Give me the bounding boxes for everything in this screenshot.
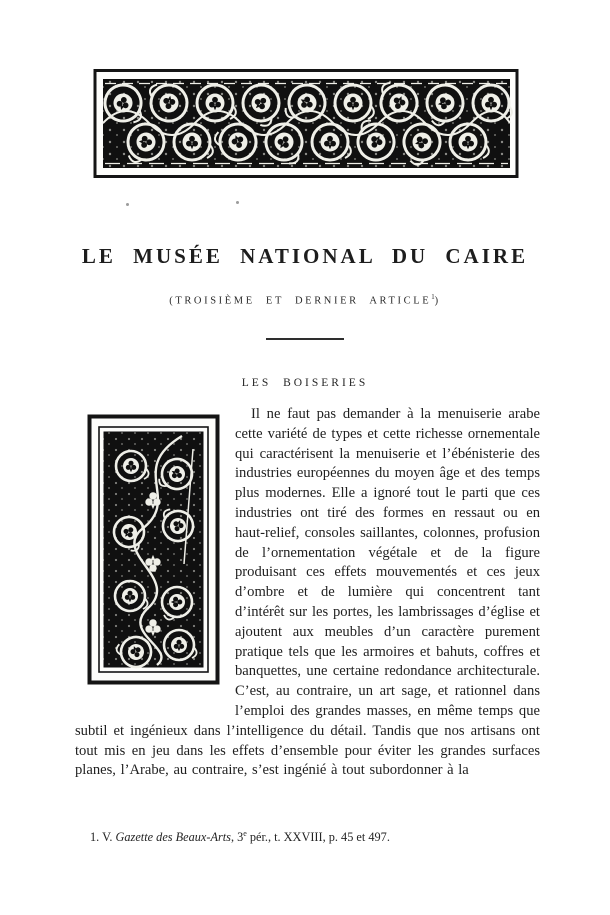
woodcarving-panel-engraving: [87, 414, 220, 685]
footnote-prefix: 1. V.: [90, 830, 116, 845]
arabesque-panel-image: [87, 414, 220, 685]
scan-speck: [236, 201, 239, 204]
subtitle-close-paren: ): [434, 295, 441, 307]
header-ornament-band-engraving: [93, 67, 520, 180]
arabesque-band-image: [93, 67, 520, 180]
section-heading: LES BOISERIES: [241, 377, 369, 389]
subtitle-footnote-ref: 1: [431, 294, 435, 301]
footnote-ordinal-sup: e: [243, 829, 247, 838]
article-subtitle: [0, 294, 610, 307]
footnote-journal-title: Gazette des Beaux-Arts: [115, 830, 231, 845]
page-title: LE MUSÉE NATIONAL DU CAIRE: [81, 244, 529, 268]
subtitle-text: (TROISIÈME ET DERNIER ARTICLE: [169, 295, 432, 307]
scan-speck: [126, 203, 129, 206]
section-divider-rule: [266, 338, 344, 340]
footnote-tail: pér., t. XXVIII, p. 45 et 497.: [246, 830, 390, 845]
article-body: [75, 405, 540, 781]
footnote-mid: , 3: [230, 830, 244, 845]
footnote: [90, 829, 390, 845]
body-paragraph: Il ne faut pas demander à la menuiserie arabe cette variété de types et cette richesse ornementale qui caractérisent la menuiserie et l’ébénisterie des industries européennes du moyen âge et des temps plus modernes. Elle a ignoré tout le parti que ces industries ont tiré des formes en ressaut ou en haut-relief, consoles saillantes, colonnes, profusion de l’ornementation végétale et de la figure produisant ces effets mouvementés et ces jeux d’ombre et de lumière qui concentrent tant d’intérêt sur les portes, les lambrissages d’église et ajoutent aux meubles d’un caractère purement pratique tels que les armoires et bahuts, coffres et banquettes, une certaine redondance architecturale. C’est, au contraire, un art sage, et rationnel dans l’emploi des grandes masses, en même temps que subtil et ingénieux dans l’intelligence du détail. Tandis que nos artisans ont tout mis en jeu dans les effets d’ensemble pour éviter les grandes surfaces planes, l’Arabe, au contraire, s’est ingénié à tout subordonner à la: [75, 406, 540, 779]
